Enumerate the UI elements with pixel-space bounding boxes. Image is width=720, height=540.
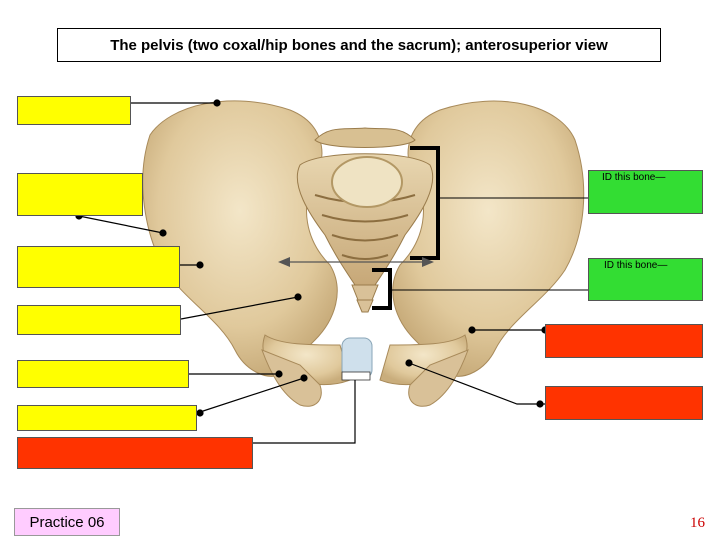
label-box-6[interactable] bbox=[17, 405, 197, 431]
label-box-5[interactable] bbox=[17, 360, 189, 388]
vertebra bbox=[315, 128, 415, 148]
coccyx bbox=[352, 285, 378, 300]
label-box-right-1[interactable] bbox=[545, 324, 703, 358]
label-box-1[interactable] bbox=[17, 96, 131, 125]
vertebral-body bbox=[332, 157, 402, 207]
id-bone-label-upper: ID this bone— bbox=[602, 172, 666, 183]
practice-badge: Practice 06 bbox=[14, 508, 120, 536]
label-box-2[interactable] bbox=[17, 173, 143, 216]
label-box-right-2[interactable] bbox=[545, 386, 703, 420]
label-box-4[interactable] bbox=[17, 305, 181, 335]
label-box-7[interactable] bbox=[17, 437, 253, 469]
diagram-title: The pelvis (two coxal/hip bones and the sacrum); anterosuperior view bbox=[57, 28, 661, 62]
id-bone-label-lower: ID this bone— bbox=[604, 260, 668, 271]
label-box-3[interactable] bbox=[17, 246, 180, 288]
page-number: 16 bbox=[690, 515, 705, 531]
